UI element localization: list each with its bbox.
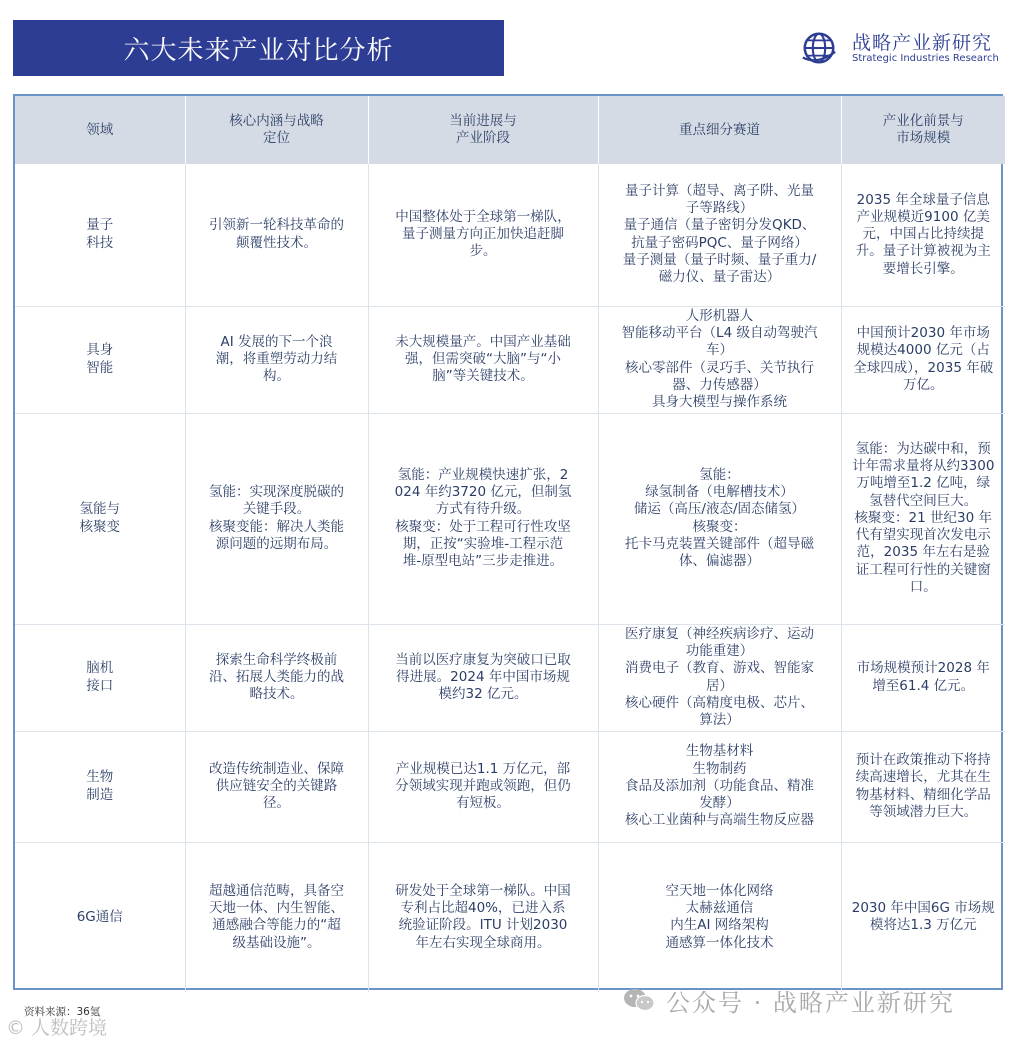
cell-tracks: 氢能： 绿氢制备（电解槽技术） 储运（高压/液态/固态储氢） 核聚变： 托卡马克装置关键部件（超导磁体、偏滤器） [598, 413, 841, 624]
brand-name-cn: 战略产业新研究 [852, 32, 993, 54]
table-row [15, 731, 1005, 842]
cell-progress: 中国整体处于全球第一梯队，量子测量方向正加快追赶脚步。 [368, 164, 598, 306]
cell-tracks: 生物基材料 生物制药 食品及添加剂（功能食品、精准发酵） 核心工业菌种与高端生物反应器 [598, 731, 841, 842]
cell-outlook: 预计在政策推动下将持续高速增长，尤其在生物基材料、精细化学品等领域潜力巨大。 [841, 731, 1005, 842]
table-row [15, 164, 1005, 306]
page-title: 六大未来产业对比分析 [13, 20, 504, 76]
globe-icon [800, 29, 838, 67]
cell-progress: 未大规模量产。中国产业基础强，但需突破“大脑”与“小脑”等关键技术。 [368, 306, 598, 413]
cell-field: 生物 制造 [15, 731, 185, 842]
cell-outlook: 中国预计2030 年市场规模达4000 亿元（占全球四成），2035 年破万亿。 [841, 306, 1005, 413]
watermark-right [622, 984, 955, 1016]
cell-positioning: 超越通信范畴，具备空天地一体、内生智能、通感融合等能力的“超级基础设施”。 [185, 842, 368, 992]
column-header-tracks: 重点细分赛道 [598, 96, 841, 164]
cell-positioning: 引领新一轮科技革命的颠覆性技术。 [185, 164, 368, 306]
cell-outlook: 氢能：为达碳中和，预计年需求量将从约3300 万吨增至1.2 亿吨，绿氢替代空间巨大。 核聚变：21 世纪30 年代有望实现首次发电示范，2035 年左右是验证工程可行性的关键窗口。 [841, 413, 1005, 624]
cell-progress: 当前以医疗康复为突破口已取得进展。2024 年中国市场规模约32 亿元。 [368, 624, 598, 731]
cell-field: 氢能与 核聚变 [15, 413, 185, 624]
table-row [15, 842, 1005, 992]
watermark-left: © 人数跨境 [6, 1017, 108, 1039]
cell-positioning: 改造传统制造业、保障供应链安全的关键路径。 [185, 731, 368, 842]
cell-positioning: AI 发展的下一个浪潮，将重塑劳动力结构。 [185, 306, 368, 413]
cell-field: 6G通信 [15, 842, 185, 992]
column-header-outlook: 产业化前景与 市场规模 [841, 96, 1005, 164]
cell-progress: 研发处于全球第一梯队。中国专利占比超40%，已进入系统验证阶段。ITU 计划2030 年左右实现全球商用。 [368, 842, 598, 992]
cell-field: 量子 科技 [15, 164, 185, 306]
cell-outlook: 市场规模预计2028 年增至61.4 亿元。 [841, 624, 1005, 731]
table-row [15, 624, 1005, 731]
table-header-row [15, 96, 1005, 164]
watermark-text: 公众号 · 战略产业新研究 [666, 988, 955, 1017]
table-row [15, 306, 1005, 413]
cell-progress: 氢能：产业规模快速扩张，2024 年约3720 亿元，但制氢方式有待升级。 核聚变：处于工程可行性攻坚期，正按“实验堆-工程示范堆-原型电站”三步走推进。 [368, 413, 598, 624]
column-header-progress: 当前进展与 产业阶段 [368, 96, 598, 164]
source-note: 资料来源：36氪 [24, 1006, 101, 1018]
table-row [15, 413, 1005, 624]
cell-positioning: 探索生命科学终极前沿、拓展人类能力的战略技术。 [185, 624, 368, 731]
cell-outlook: 2030 年中国6G 市场规模将达1.3 万亿元 [851, 899, 995, 934]
cell-field: 脑机 接口 [15, 624, 185, 731]
cell-field: 具身 智能 [15, 306, 185, 413]
wechat-icon [622, 987, 656, 1013]
cell-tracks: 空天地一体化网络 太赫兹通信 内生AI 网络架构 通感算一体化技术 [598, 842, 841, 992]
brand-logo [800, 26, 1010, 70]
cell-outlook: 2035 年全球量子信息产业规模近9100 亿美元，中国占比持续提升。量子计算被视为主要增长引擎。 [841, 164, 1005, 306]
cell-tracks: 量子计算（超导、离子阱、光量子等路线） 量子通信（量子密钥分发QKD、抗量子密码PQC、量子网络） 量子测量（量子时频、量子重力/磁力仪、量子雷达） [598, 164, 841, 306]
cell-positioning: 氢能：实现深度脱碳的关键手段。 核聚变能：解决人类能源问题的远期布局。 [185, 413, 368, 624]
cell-tracks: 人形机器人 智能移动平台（L4 级自动驾驶汽车） 核心零部件（灵巧手、关节执行器、力传感器） 具身大模型与操作系统 [598, 306, 841, 413]
comparison-table [13, 94, 1003, 990]
cell-progress: 产业规模已达1.1 万亿元，部分领域实现并跑或领跑，但仍有短板。 [368, 731, 598, 842]
column-header-positioning: 核心内涵与战略 定位 [185, 96, 368, 164]
column-header-field: 领域 [15, 96, 185, 164]
cell-tracks: 医疗康复（神经疾病诊疗、运动功能重建） 消费电子（教育、游戏、智能家居） 核心硬件（高精度电极、芯片、算法） [598, 624, 841, 731]
brand-name-en: Strategic Industries Research [852, 53, 999, 64]
